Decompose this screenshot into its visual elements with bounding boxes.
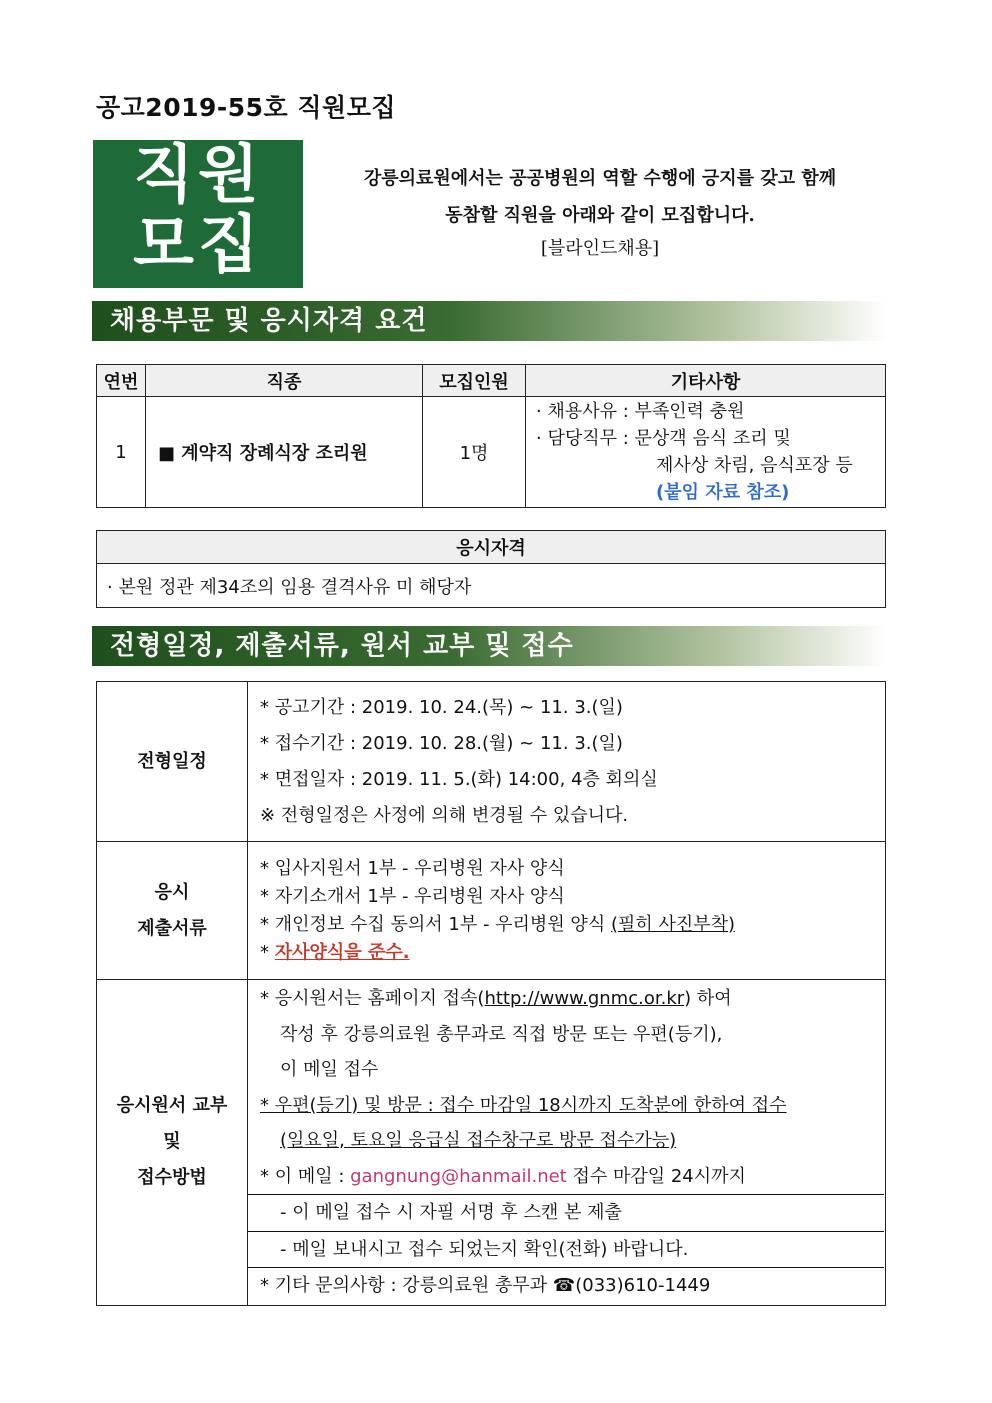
note-attachment: (붙임 자료 참조) <box>656 482 790 503</box>
application-line: (일요일, 토요일 응급실 접수창구로 방문 접수가능) <box>280 1130 677 1151</box>
schedule-content <box>248 682 886 842</box>
section-heading-jobs: 채용부문 및 응시자격 요건 <box>92 301 887 341</box>
header-no: 연번 <box>97 365 146 397</box>
documents-content <box>248 842 886 980</box>
intro-line1: 강릉의료원에서는 공공병원의 역할 수행에 긍지를 갖고 함께 <box>363 168 837 189</box>
qualification-table <box>96 530 886 608</box>
job-table-header <box>97 365 886 397</box>
application-label <box>97 980 248 1306</box>
schedule-line: * 접수기간 : 2019. 10. 28.(월) ~ 11. 3.(일) <box>260 732 623 754</box>
schedule-table <box>96 681 886 1306</box>
schedule-label: 전형일정 <box>97 682 248 842</box>
header-notes: 기타사항 <box>526 365 886 397</box>
documents-row <box>97 842 886 980</box>
note-reason: · 채용사유 : 부족인력 충원 <box>536 401 745 422</box>
intro-text <box>320 160 880 264</box>
documents-label-2: 제출서류 <box>137 917 207 939</box>
banner-line1: 직원 <box>133 138 263 211</box>
document-line <box>260 911 884 939</box>
intro-line3: [블라인드채용] <box>540 238 660 259</box>
document-line: * 자기소개서 1부 - 우리병원 자사 양식 <box>260 885 565 907</box>
schedule-line: * 면접일자 : 2019. 11. 5.(화) 14:00, 4층 회의실 <box>260 768 658 790</box>
application-line <box>260 981 884 1017</box>
application-line: - 이 메일 접수 시 자필 서명 후 스캔 본 제출 <box>248 1195 884 1232</box>
banner-line2: 모집 <box>133 208 263 281</box>
row-no: 1 <box>97 397 146 508</box>
schedule-row <box>97 682 886 842</box>
document-line-text: * 개인정보 수집 동의서 1부 - 우리병원 양식 <box>260 913 611 935</box>
application-line <box>248 1159 884 1196</box>
application-line: 이 메일 접수 <box>280 1059 379 1080</box>
note-duty-cont: 제사상 차림, 음식포장 등 <box>656 455 853 476</box>
application-text: * 응시원서는 홈페이지 접속( <box>260 988 485 1009</box>
header-job: 직종 <box>146 365 423 397</box>
application-line: * 우편(등기) 및 방문 : 접수 마감일 18시까지 도착분에 한하여 접수 <box>260 1094 787 1116</box>
schedule-line: ※ 전형일정은 사정에 의해 변경될 수 있습니다. <box>260 804 629 826</box>
application-label-2: 및 <box>163 1131 181 1153</box>
application-text: ) 하여 <box>684 988 732 1009</box>
application-row <box>97 980 886 1306</box>
document-bullet: * <box>260 941 275 963</box>
row-count: 1명 <box>423 397 526 508</box>
application-label-3: 접수방법 <box>137 1167 207 1189</box>
recruit-banner <box>93 140 303 288</box>
notice-title: 공고2019-55호 직원모집 <box>96 93 397 122</box>
qualification-item: · 본원 정관 제34조의 임용 결격사유 미 해당자 <box>97 564 886 608</box>
application-text: 접수 마감일 24시까지 <box>566 1165 746 1187</box>
header-count: 모집인원 <box>423 365 526 397</box>
photo-required-note: (필히 사진부착) <box>610 913 736 935</box>
qualification-header: 응시자격 <box>97 531 886 564</box>
section-heading-schedule: 전형일정, 제출서류, 원서 교부 및 접수 <box>92 626 887 666</box>
documents-label-1: 응시 <box>154 881 190 903</box>
application-line: - 메일 보내시고 접수 되었는지 확인(전화) 바랍니다. <box>248 1232 884 1269</box>
document-line: * 입사지원서 1부 - 우리병원 자사 양식 <box>260 857 565 879</box>
row-job: ■ 계약직 장례식장 조리원 <box>146 397 423 508</box>
job-table <box>96 364 886 508</box>
application-label-1: 응시원서 교부 <box>116 1095 228 1117</box>
row-notes <box>526 397 886 508</box>
application-content <box>248 980 886 1306</box>
schedule-line: * 공고기간 : 2019. 10. 24.(목) ~ 11. 3.(일) <box>260 696 623 718</box>
follow-form-note: 자사양식을 준수. <box>274 941 410 963</box>
intro-line2: 동참할 직원을 아래와 같이 모집합니다. <box>445 205 755 226</box>
documents-label <box>97 842 248 980</box>
application-line: * 기타 문의사항 : 강릉의료원 총무과 ☎(033)610-1449 <box>260 1275 711 1296</box>
table-row <box>97 397 886 508</box>
application-line: 작성 후 강릉의료원 총무과로 직접 방문 또는 우편(등기), <box>280 1023 723 1045</box>
application-text: * 이 메일 : <box>260 1165 351 1187</box>
note-duty: · 담당직무 : 문상객 음식 조리 및 <box>536 428 791 449</box>
email-link[interactable]: gangnung@hanmail.net <box>350 1165 567 1187</box>
document-line <box>260 939 884 967</box>
homepage-link[interactable]: http://www.gnmc.or.kr <box>484 988 685 1009</box>
